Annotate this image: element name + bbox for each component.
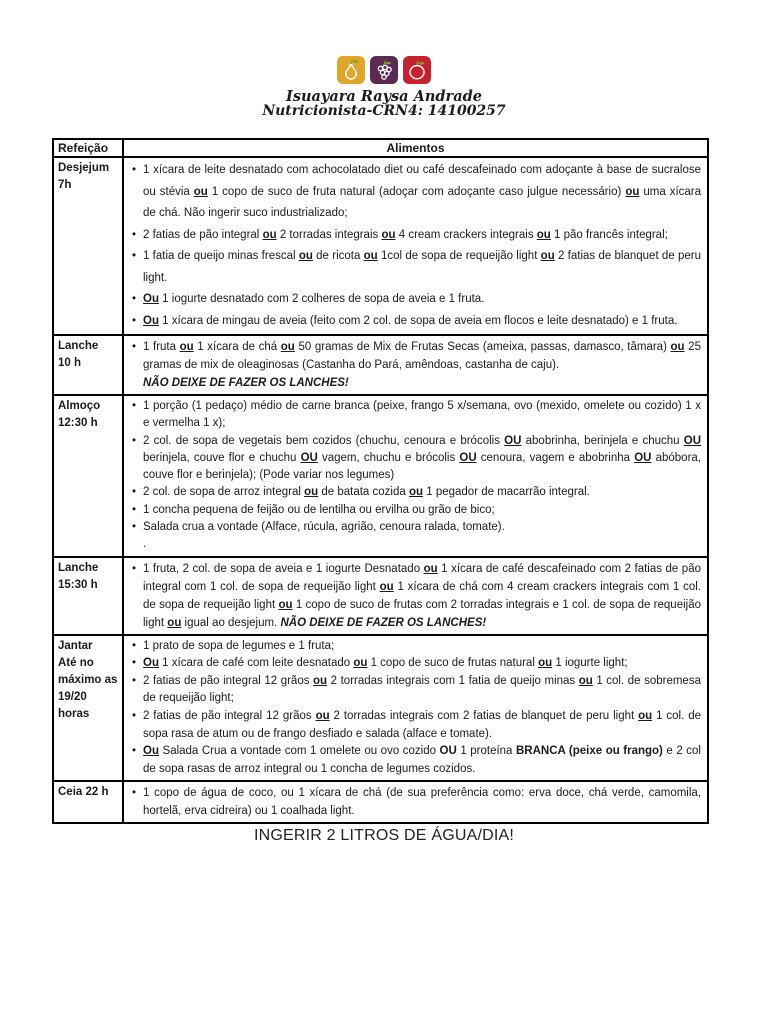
grapes-icon <box>370 56 398 84</box>
column-header-foods: Alimentos <box>123 139 708 157</box>
food-item: • 2 fatias de pão integral 12 grãos ou 2 torradas integrais com 1 fatia de queijo minas ou 1 col. de sobremesa de requeijão light; <box>131 673 701 708</box>
meal-cell <box>53 157 123 335</box>
meal-cell <box>53 635 123 782</box>
table-row <box>53 395 708 557</box>
foods-cell <box>123 157 708 335</box>
meal-label-line: 10 h <box>58 357 82 369</box>
nutritionist-name: Isuayara Raysa Andrade <box>286 88 482 105</box>
meal-label-line: 15:30 h <box>58 578 98 591</box>
food-item: • Ou 1 iogurte desnatado com 2 colheres de sopa de aveia e 1 fruta. <box>131 289 701 311</box>
pear-icon <box>337 56 365 84</box>
meal-cell <box>53 335 123 395</box>
table-row <box>53 557 708 635</box>
food-item: • 2 fatias de pão integral 12 grãos ou 2 torradas integrais com 2 fatias de blanquet de peru light ou 1 col. de sopa rasa de atum ou de frango desfiado e salada (alface e tomate). <box>131 708 701 743</box>
food-item: • 2 col. de sopa de vegetais bem cozidos (chuchu, cenoura e brócolis OU abobrinha, berinjela e chuchu OU berinjela, couve flor e chuchu OU vagem, chuchu e brócolis OU cenoura, vagem e abobrinha OU abóbora, couve flor e berinjela); (Pode variar nos legumes) <box>131 433 701 485</box>
meal-plan-table <box>52 138 709 824</box>
apple-icon <box>403 56 431 84</box>
meal-label-line: 7h <box>58 179 72 191</box>
foods-cell <box>123 635 708 782</box>
foods-cell <box>123 395 708 557</box>
meal-label-line: Jantar <box>58 639 93 652</box>
food-item: . <box>143 538 147 551</box>
food-item: • Ou 1 xícara de café com leite desnatado ou 1 copo de suco de frutas natural ou 1 iogurte light; <box>131 655 701 673</box>
food-item: • Ou 1 xícara de mingau de aveia (feito com 2 col. de sopa de aveia em flocos e leite desnatado) e 1 fruta. <box>131 311 701 333</box>
food-item: • Salada crua a vontade (Alface, rúcula, agrião, cenoura ralada, tomate). <box>131 519 701 536</box>
column-header-meal: Refeição <box>53 139 123 157</box>
food-item: • 1 fruta, 2 col. de sopa de aveia e 1 iogurte Desnatado ou 1 xícara de café descafeinado com 2 fatias de pão integral com 1 col. de sopa de requeijão light ou 1 xícara de chá com 4 cream crackers integrais com 1 col. de sopa de requeijão light ou 1 copo de suco de frutas com 2 torradas integrais e 1 col. de sopa de requeijão light ou igual ao desjejum. NÃO DEIXE DE FAZER OS LANCHES! <box>131 560 701 632</box>
food-item: • Ou Salada Crua a vontade com 1 omelete ou ovo cozido OU 1 proteína BRANCA (peixe ou frango) e 2 col de sopa rasas de arroz integral ou 1 concha de legumes cozidos. <box>131 743 701 778</box>
water-intake-note: INGERIR 2 LITROS DE ÁGUA/DIA! <box>253 827 515 845</box>
meal-label-line: Ceia 22 h <box>58 786 109 799</box>
letterhead <box>0 0 768 119</box>
food-item: • 1 concha pequena de feijão ou de lentilha ou ervilha ou grão de bico; <box>131 502 701 519</box>
meal-label-line: Até no <box>58 656 94 669</box>
food-item: • 1 copo de água de coco, ou 1 xícara de chá (de sua preferência como: erva doce, chá verde, camomila, hortelã, erva cidreira) ou 1 coalhada light. <box>131 784 701 820</box>
foods-cell <box>123 335 708 395</box>
meal-cell <box>53 781 123 823</box>
food-item: • 1 fruta ou 1 xícara de chá ou 50 gramas de Mix de Frutas Secas (ameixa, passas, damasco, tâmara) ou 25 gramas de mix de oleaginosas (Castanha do Pará, amêndoas, castanha de caju). <box>131 338 701 374</box>
table-row <box>53 781 708 823</box>
foods-cell <box>123 557 708 635</box>
food-item: • 1 xícara de leite desnatado com achocolatado diet ou café descafeinado com adoçante à base de sucralose ou stévia ou 1 copo de suco de fruta natural (adoçar com adoçante caso julgue necessário) ou uma xícara de chá. Não ingerir suco industrializado; <box>131 160 701 225</box>
meal-label-line: Desjejum <box>58 162 110 174</box>
food-item: • 1 fatia de queijo minas frescal ou de ricota ou 1col de sopa de requeijão light ou 2 fatias de blanquet de peru light. <box>131 246 701 289</box>
food-item: • 1 porção (1 pedaço) médio de carne branca (peixe, frango 5 x/semana, ovo (mexido, omelete ou cozido) 1 x e vermelha 1 x); <box>131 398 701 433</box>
fruit-logos <box>0 56 768 84</box>
food-item: NÃO DEIXE DE FAZER OS LANCHES! <box>143 377 349 389</box>
food-item: • 1 prato de sopa de legumes e 1 fruta; <box>131 638 701 656</box>
meal-label-line: Lanche <box>58 561 99 574</box>
table-row <box>53 635 708 782</box>
foods-cell <box>123 781 708 823</box>
food-item: • 2 fatias de pão integral ou 2 torradas integrais ou 4 cream crackers integrais ou 1 pão francês integral; <box>131 225 701 247</box>
table-row <box>53 157 708 335</box>
table-row <box>53 335 708 395</box>
food-item: • 2 col. de sopa de arroz integral ou de batata cozida ou 1 pegador de macarrão integral. <box>131 484 701 501</box>
meal-cell <box>53 395 123 557</box>
meal-label-line: Lanche <box>58 340 99 352</box>
meal-label-line: 12:30 h <box>58 417 98 429</box>
table-header <box>53 139 708 157</box>
meal-label-line: Almoço <box>58 400 101 412</box>
meal-label-line: 19/20 <box>58 690 87 703</box>
meal-cell <box>53 557 123 635</box>
meal-label-line: máximo as <box>58 673 118 686</box>
nutritionist-credential: Nutricionista-CRN4: 14100257 <box>262 103 506 119</box>
meal-label-line: horas <box>58 707 90 720</box>
